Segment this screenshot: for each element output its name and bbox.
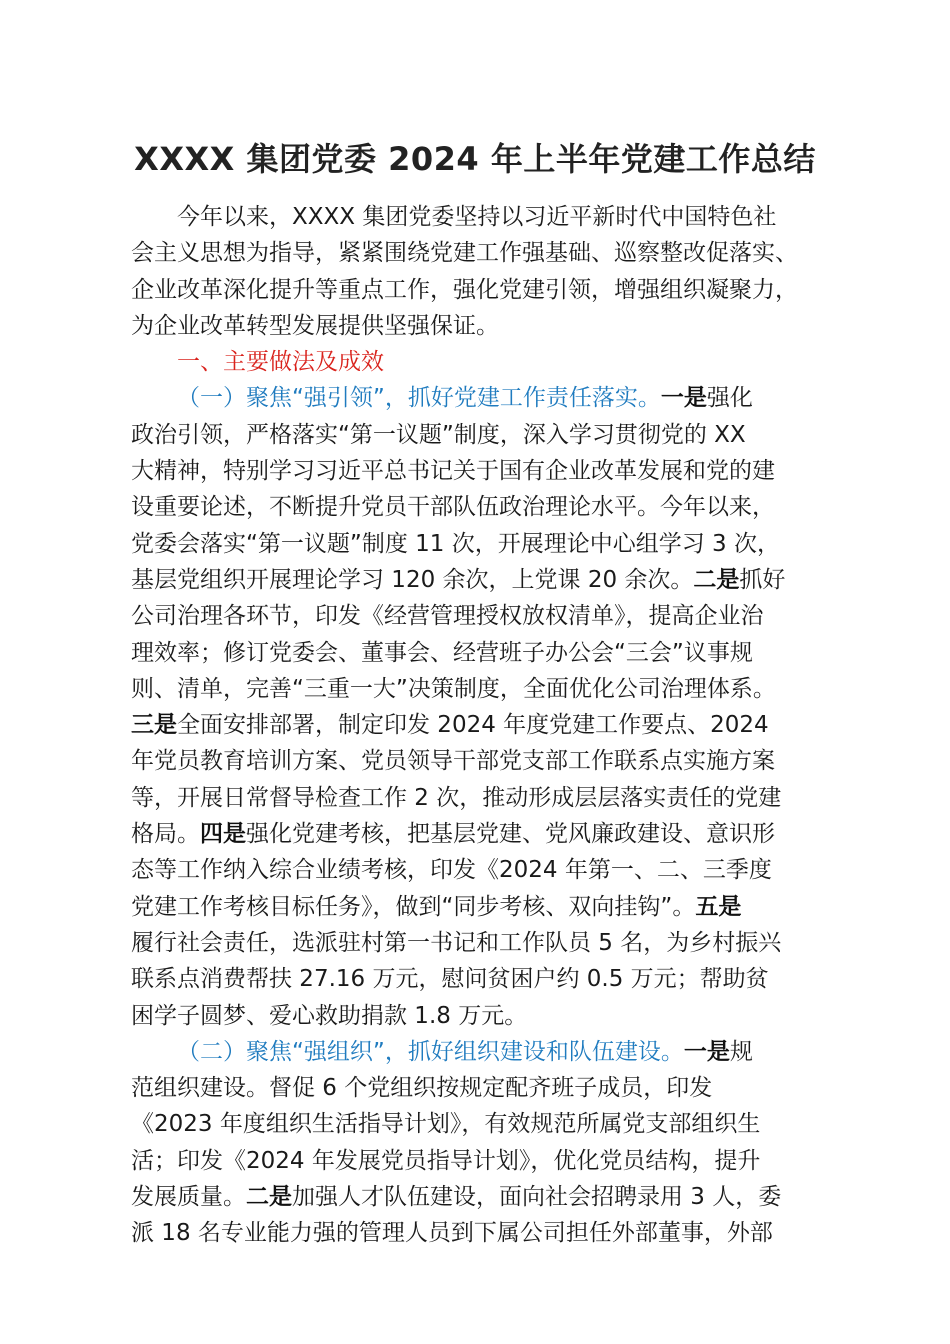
text-run: 公司治理各环节，印发《经营管理授权放权清单》，提高企业治 bbox=[131, 603, 764, 630]
document-body bbox=[131, 199, 869, 1252]
keyword-text: 三是 bbox=[131, 712, 177, 739]
subsection-1-line-11 bbox=[131, 743, 869, 779]
text-run: 等，开展日常督导检查工作 2 次，推动形成层层落实责任的党建 bbox=[131, 784, 782, 811]
subsection-1-line-8 bbox=[131, 635, 869, 671]
subheading-text: （二）聚焦“强组织”，抓好组织建设和队伍建设。 bbox=[177, 1038, 684, 1065]
subsection-1-line-16 bbox=[131, 925, 869, 961]
subsection-2-line-1 bbox=[131, 1034, 869, 1070]
text-run: 则、清单，完善“三重一大”决策制度，全面优化公司治理体系。 bbox=[131, 675, 776, 702]
heading-text: 一、主要做法及成效 bbox=[177, 349, 384, 376]
text-run: 范组织建设。督促 6 个党组织按规定配齐班子成员，印发 bbox=[131, 1075, 713, 1102]
subsection-1-line-9 bbox=[131, 671, 869, 707]
subsection-1-line-18 bbox=[131, 998, 869, 1034]
paragraph-intro-line-4 bbox=[131, 308, 869, 344]
text-run: 活；印发《2024 年发展党员指导计划》，优化党员结构，提升 bbox=[131, 1147, 761, 1174]
text-run: 全面安排部署，制定印发 2024 年度党建工作要点、2024 bbox=[177, 712, 769, 739]
text-run: 今年以来，XXXX 集团党委坚持以习近平新时代中国特色社 bbox=[177, 204, 777, 230]
text-run: 企业改革深化提升等重点工作，强化党建引领，增强组织凝聚力， bbox=[131, 276, 798, 303]
keyword-text: 四是 bbox=[200, 821, 246, 848]
text-run: 规 bbox=[729, 1038, 753, 1065]
subsection-1-line-13 bbox=[131, 816, 869, 852]
keyword-text: 一是 bbox=[683, 1038, 730, 1065]
subsection-1-line-3 bbox=[131, 453, 869, 489]
text-run: 为企业改革转型发展提供坚强保证。 bbox=[131, 312, 499, 339]
text-run: 《2023 年度组织生活指导计划》，有效规范所属党支部组织生 bbox=[131, 1111, 761, 1138]
subsection-2-line-3 bbox=[131, 1106, 869, 1142]
text-run: 基层党组织开展理论学习 120 余次，上党课 20 余次。 bbox=[131, 566, 694, 593]
text-run: 联系点消费帮扶 27.16 万元，慰问贫困户约 0.5 万元；帮助贫 bbox=[131, 966, 769, 993]
paragraph-intro-line-1 bbox=[131, 199, 869, 235]
paragraph-intro-line-3 bbox=[131, 272, 869, 308]
subsection-1-line-7 bbox=[131, 598, 869, 634]
keyword-text: 二是 bbox=[693, 566, 740, 593]
subsection-2-line-5 bbox=[131, 1179, 869, 1215]
subsection-1-line-14 bbox=[131, 852, 869, 888]
subsection-1-line-10 bbox=[131, 707, 869, 743]
keyword-text: 二是 bbox=[246, 1184, 292, 1211]
document-title: XXXX 集团党委 2024 年上半年党建工作总结 bbox=[134, 140, 816, 178]
text-run: 党委会落实“第一议题”制度 11 次，开展理论中心组学习 3 次， bbox=[131, 530, 780, 557]
text-run: 抓好 bbox=[739, 566, 786, 593]
subsection-1-line-2 bbox=[131, 417, 869, 453]
text-run: 年党员教育培训方案、党员领导干部党支部工作联系点实施方案 bbox=[131, 748, 775, 775]
subsection-1-line-4 bbox=[131, 489, 869, 525]
subsection-1-line-5 bbox=[131, 526, 869, 562]
text-run: 强化 bbox=[706, 385, 753, 412]
keyword-text: 五是 bbox=[695, 893, 742, 920]
text-run: 党建工作考核目标任务》，做到“同步考核、双向挂钩”。 bbox=[131, 893, 696, 920]
subheading-text: （一）聚焦“强引领”，抓好党建工作责任落实。 bbox=[177, 385, 661, 412]
subsection-2-line-6 bbox=[131, 1215, 869, 1251]
subsection-1-line-15 bbox=[131, 889, 869, 925]
subsection-2-line-4 bbox=[131, 1143, 869, 1179]
text-run: 加强人才队伍建设，面向社会招聘录用 3 人，委 bbox=[292, 1184, 782, 1211]
subsection-1-line-1 bbox=[131, 380, 869, 416]
text-run: 会主义思想为指导，紧紧围绕党建工作强基础、巡察整改促落实、 bbox=[131, 240, 798, 267]
text-run: 设重要论述，不断提升党员干部队伍政治理论水平。今年以来， bbox=[131, 494, 775, 521]
subsection-1-line-6 bbox=[131, 562, 869, 598]
keyword-text: 一是 bbox=[660, 385, 707, 412]
text-run: 理效率；修订党委会、董事会、经营班子办公会“三会”议事规 bbox=[131, 639, 753, 666]
text-run: 困学子圆梦、爱心救助捐款 1.8 万元。 bbox=[131, 1002, 528, 1029]
text-run: 格局。 bbox=[131, 821, 200, 848]
text-run: 强化党建考核，把基层党建、党风廉政建设、意识形 bbox=[246, 821, 775, 848]
text-run: 发展质量。 bbox=[131, 1184, 246, 1211]
section-heading-1 bbox=[131, 344, 869, 380]
subsection-1-line-17 bbox=[131, 961, 869, 997]
text-run: 政治引领，严格落实“第一议题”制度，深入学习贯彻党的 XX bbox=[131, 421, 746, 448]
text-run: 派 18 名专业能力强的管理人员到下属公司担任外部董事，外部 bbox=[131, 1220, 773, 1247]
subsection-1-line-12 bbox=[131, 780, 869, 816]
paragraph-intro-line-2 bbox=[131, 235, 869, 271]
subsection-2-line-2 bbox=[131, 1070, 869, 1106]
text-run: 态等工作纳入综合业绩考核，印发《2024 年第一、二、三季度 bbox=[131, 857, 772, 884]
text-run: 大精神，特别学习习近平总书记关于国有企业改革发展和党的建 bbox=[131, 458, 775, 485]
text-run: 履行社会责任，选派驻村第一书记和工作队员 5 名，为乡村振兴 bbox=[131, 929, 782, 956]
